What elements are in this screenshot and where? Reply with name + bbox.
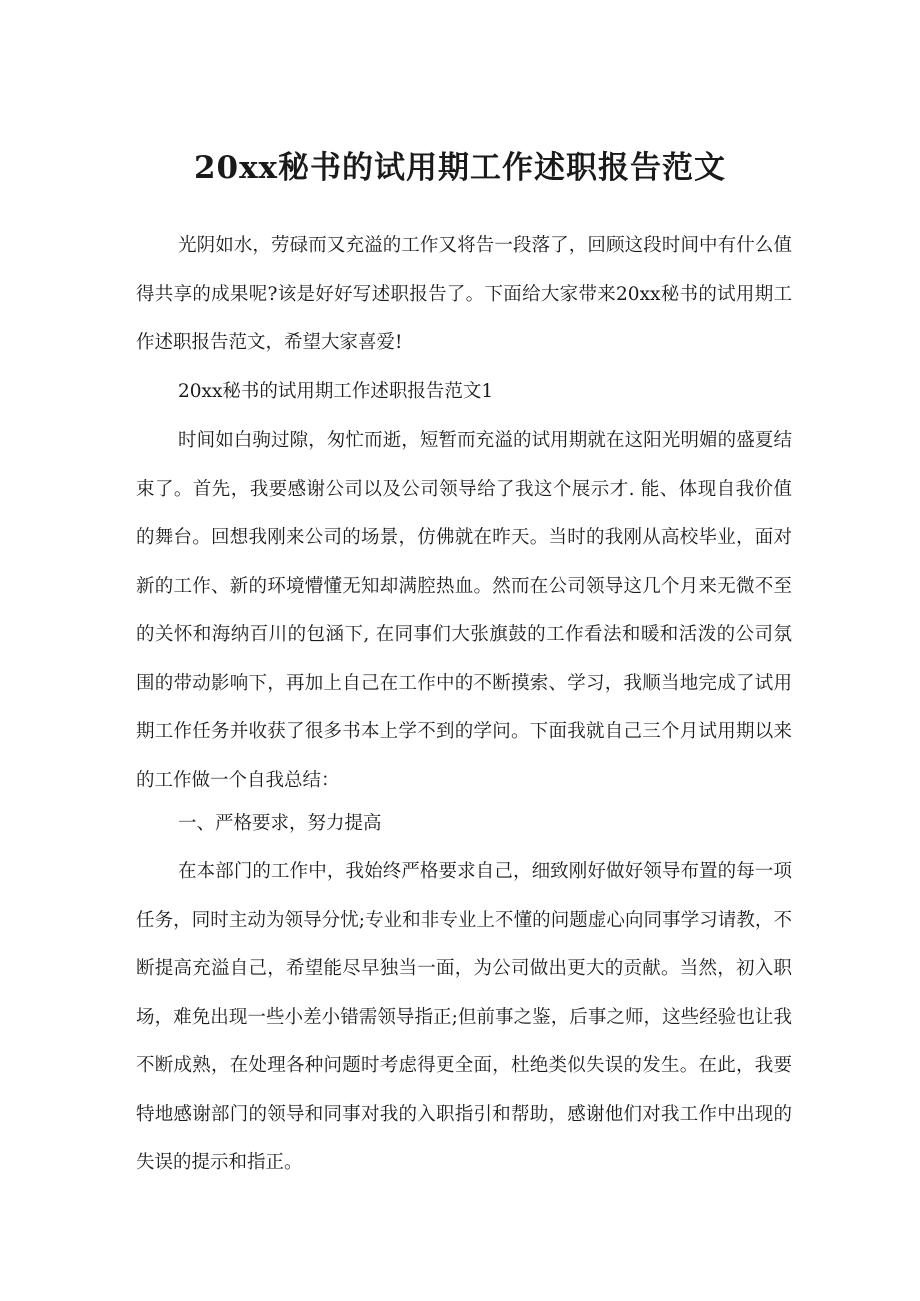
body-paragraph-1: 时间如白驹过隙，匆忙而逝，短暂而充溢的试用期就在这阳光明媚的盛夏结束了。首先，我要感谢公司以及公司领导给了我这个展示才. 能、体现自我价值的舞台。回想我刚来公司的场景，仿佛就在昨天。当时的我刚从高校毕业，面对新的工作、新的环境懵懂无知却满腔热血。然而在公司领导这几个月来无微不至的关怀和海纳百川的包涵下, 在同事们大张旗鼓的工作看法和暖和活泼的公司氛围的带动影响下，再加上自己在工作中的不断摸索、学习，我顺当地完成了试用期工作任务并收获了很多书本上学不到的学问。下面我就自己三个月试用期以来的工作做一个自我总结： (136, 430, 792, 791)
section-heading-1: 一、严格要求，努力提高 (178, 813, 382, 834)
body-paragraph-2: 在本部门的工作中，我始终严格要求自己，细致刚好做好领导布置的每一项任务，同时主动为领导分忧;专业和非专业上不懂的问题虚心向同事学习请教，不断提高充溢自己，希望能尽早独当一面，为公司做出更大的贡献。当然，初入职场，难免出现一些小差小错需领导指正;但前事之鉴，后事之师，这些经验也让我不断成熟，在处理各种问题时考虑得更全面，杜绝类似失误的发生。在此，我要特地感谢部门的领导和同事对我的入职指引和帮助，感谢他们对我工作中出现的失误的提示和指正。 (136, 861, 792, 1173)
intro-paragraph: 光阴如水，劳碌而又充溢的工作又将告一段落了，回顾这段时间中有什么值得共享的成果呢?该是好好写述职报告了。下面给大家带来20xx秘书的试用期工作述职报告范文，希望大家喜爱! (136, 235, 792, 353)
section-subtitle: 20xx秘书的试用期工作述职报告范文1 (178, 381, 494, 402)
document-title: 20xx秘书的试用期工作述职报告范文 (193, 150, 727, 186)
